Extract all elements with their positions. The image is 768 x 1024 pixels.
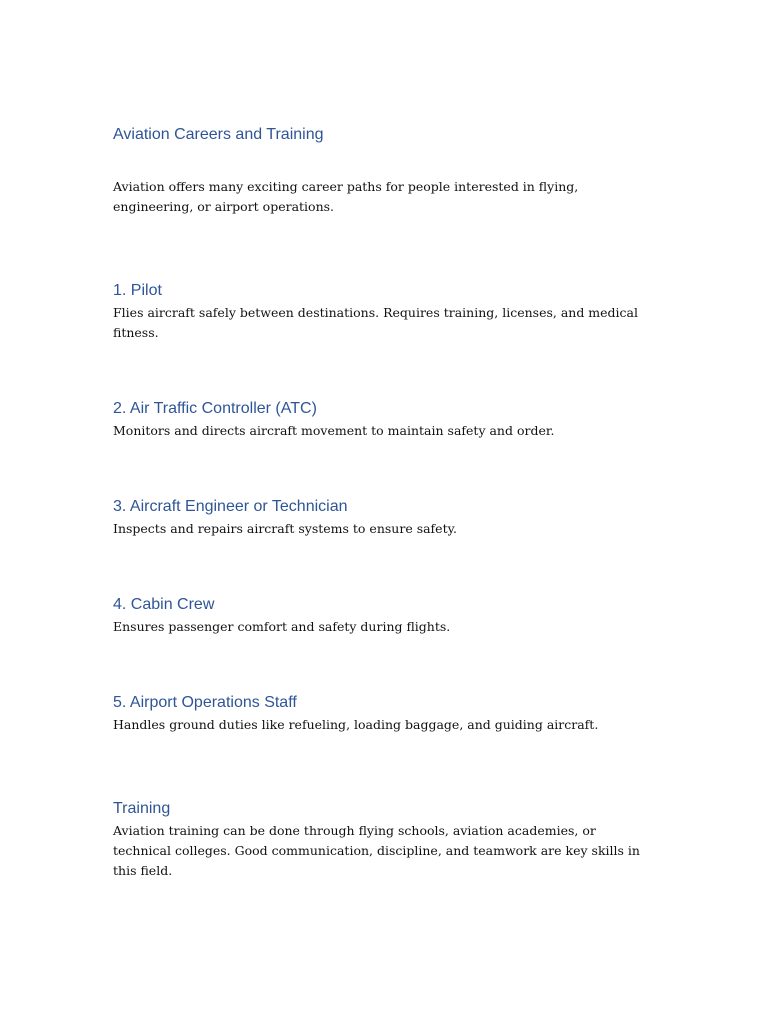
section-heading: 4. Cabin Crew	[113, 596, 215, 613]
section-heading: 5. Airport Operations Staff	[113, 694, 297, 711]
intro-paragraph: Aviation offers many exciting career paths for people interested in flying, engineering, or airport operations.	[113, 179, 579, 214]
section-air-traffic-controller	[113, 398, 653, 441]
section-body: Aviation training can be done through flying schools, aviation academies, or technical colleges. Good communication, discipline, and teamwork are key skills in this field.	[113, 823, 640, 878]
section-cabin-crew	[113, 594, 653, 637]
section-airport-operations	[113, 692, 653, 735]
section-body: Flies aircraft safely between destinations. Requires training, licenses, and medical fitness.	[113, 305, 639, 340]
section-training	[113, 798, 653, 881]
section-body: Ensures passenger comfort and safety during flights.	[113, 619, 451, 634]
section-pilot	[113, 280, 653, 343]
document-content	[113, 124, 653, 881]
section-body: Handles ground duties like refueling, loading baggage, and guiding aircraft.	[113, 717, 599, 732]
section-heading: Training	[113, 800, 171, 817]
section-aircraft-engineer	[113, 496, 653, 539]
section-heading: 1. Pilot	[113, 282, 162, 299]
section-body: Inspects and repairs aircraft systems to ensure safety.	[113, 521, 457, 536]
section-body: Monitors and directs aircraft movement to maintain safety and order.	[113, 423, 555, 438]
section-heading: 3. Aircraft Engineer or Technician	[113, 498, 348, 515]
document-title: Aviation Careers and Training	[113, 126, 324, 143]
section-heading: 2. Air Traffic Controller (ATC)	[113, 400, 317, 417]
